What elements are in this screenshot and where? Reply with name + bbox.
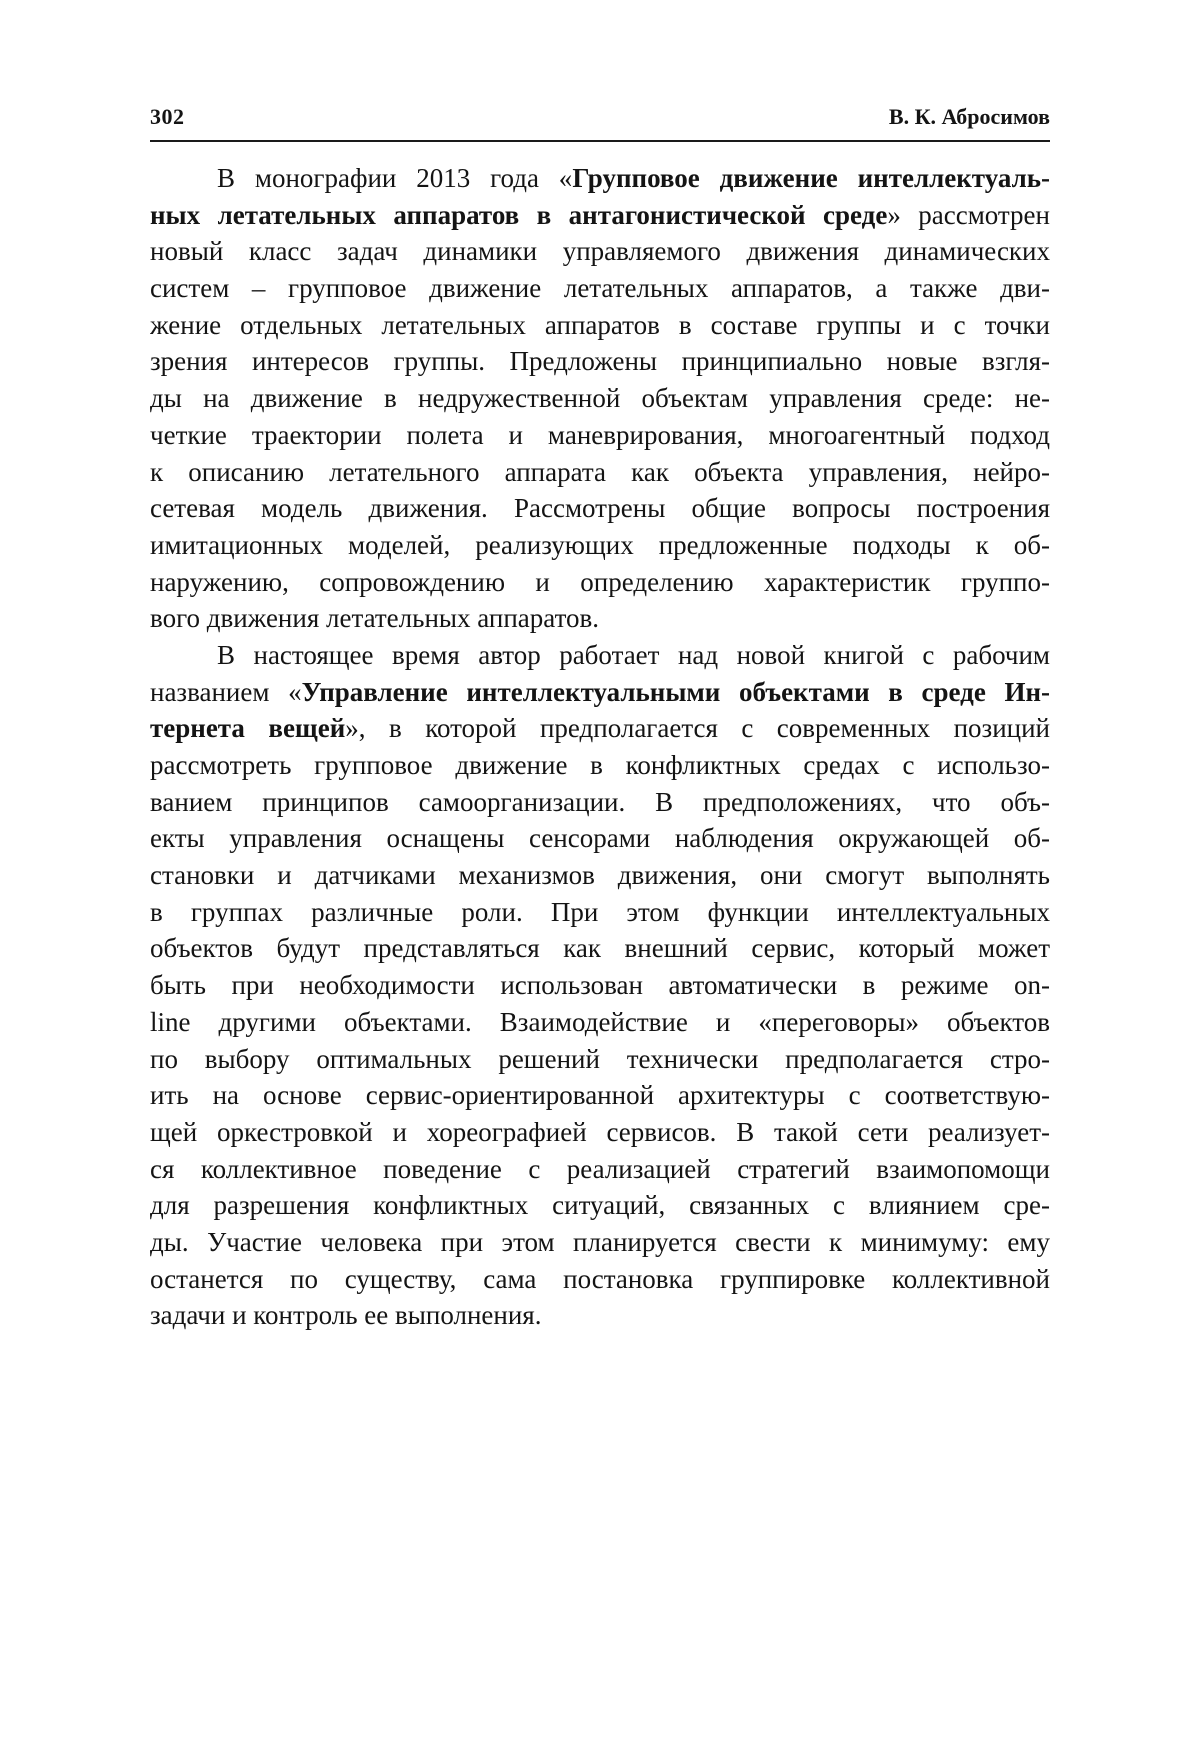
text-line <box>150 1151 1050 1188</box>
text-line <box>150 527 1050 564</box>
text-line <box>150 1004 1050 1041</box>
text-line <box>150 1187 1050 1224</box>
text-run: ить на основе сервис-ориентированной архитектуры с соответствую- <box>150 1080 1050 1111</box>
text-line <box>150 490 1050 527</box>
text-line <box>150 1297 1050 1334</box>
text-line <box>150 1114 1050 1151</box>
text-line <box>150 894 1050 931</box>
text-line <box>150 1077 1050 1114</box>
text-run: В настоящее время автор работает над новой книгой с рабочим <box>217 639 1050 670</box>
text-run: названием « <box>150 676 302 707</box>
text-run: новый класс задач динамики управляемого движения динамических <box>150 236 1050 267</box>
text-run: имитационных моделей, реализующих предложенные подходы к об- <box>150 529 1050 560</box>
text-run: екты управления оснащены сенсорами наблюдения окружающей об- <box>150 823 1050 854</box>
text-line <box>150 1041 1050 1078</box>
text-line <box>150 600 1050 637</box>
text-run: для разрешения конфликтных ситуаций, связанных с влиянием сре- <box>150 1190 1050 1221</box>
text-line <box>150 674 1050 711</box>
text-line <box>150 1261 1050 1298</box>
body-text <box>150 160 1050 1334</box>
text-line <box>150 417 1050 454</box>
text-line <box>150 710 1050 747</box>
text-run: ванием принципов самоорганизации. В предположениях, что объ- <box>150 786 1050 817</box>
text-line <box>150 967 1050 1004</box>
text-run: », в которой предполагается с современных позиций <box>345 713 1050 744</box>
bold-title-text: Управление интеллектуальными объектами в среде Ин- <box>301 676 1050 707</box>
text-run: останется по существу, сама постановка группировке коллективной <box>150 1263 1050 1294</box>
text-run: line другими объектами. Взаимодействие и «переговоры» объектов <box>150 1006 1050 1037</box>
text-run: четкие траектории полета и маневрирования, многоагентный подход <box>150 419 1050 450</box>
text-run: вого движения летательных аппаратов. <box>150 603 600 634</box>
text-run: щей оркестровкой и хореографией сервисов. В такой сети реализует- <box>150 1116 1050 1147</box>
text-line <box>150 454 1050 491</box>
running-header <box>150 100 1050 142</box>
text-run: по выбору оптимальных решений технически предполагается стро- <box>150 1043 1050 1074</box>
text-line <box>150 233 1050 270</box>
text-line <box>150 637 1050 674</box>
text-line <box>150 857 1050 894</box>
bold-title-text: Групповое движение интеллектуаль- <box>572 163 1050 193</box>
text-run: » рассмотрен <box>887 199 1050 230</box>
text-line <box>150 564 1050 601</box>
text-line <box>150 197 1050 234</box>
text-run: ся коллективное поведение с реализацией стратегий взаимопомощи <box>150 1153 1050 1184</box>
text-run: систем – групповое движение летательных аппаратов, а также дви- <box>150 273 1050 304</box>
text-line <box>150 820 1050 857</box>
text-run: зрения интересов группы. Предложены принципиально новые взгля- <box>150 346 1050 377</box>
text-line <box>150 270 1050 307</box>
text-line <box>150 380 1050 417</box>
paragraph <box>150 637 1050 1334</box>
text-run: ды на движение в недружественной объектам управления среде: не- <box>150 383 1050 414</box>
text-run: жение отдельных летательных аппаратов в составе группы и с точки <box>150 309 1050 340</box>
text-line <box>150 160 1050 197</box>
text-run: ды. Участие человека при этом планируется свести к минимуму: ему <box>150 1226 1050 1257</box>
text-run: объектов будут представляться как внешний сервис, который может <box>150 933 1050 964</box>
text-line <box>150 1224 1050 1261</box>
text-run: задачи и контроль ее выполнения. <box>150 1300 542 1331</box>
running-header-author: В. К. Абросимов <box>888 104 1050 129</box>
paragraph <box>150 160 1050 637</box>
bold-title-text: ных летательных аппаратов в антагонистической среде <box>150 199 888 230</box>
text-run: сетевая модель движения. Рассмотрены общие вопросы построения <box>150 493 1050 524</box>
text-run: быть при необходимости использован автоматически в режиме on- <box>150 970 1050 1001</box>
text-run: В монографии 2013 года « <box>217 163 573 193</box>
text-run: к описанию летательного аппарата как объекта управления, нейро- <box>150 456 1050 487</box>
page-number: 302 <box>150 104 185 129</box>
text-run: рассмотреть групповое движение в конфликтных средах с использо- <box>150 750 1050 780</box>
text-run: в группах различные роли. При этом функции интеллектуальных <box>150 896 1050 927</box>
text-run: становки и датчиками механизмов движения, они смогут выполнять <box>150 860 1050 891</box>
text-line <box>150 307 1050 344</box>
text-line <box>150 784 1050 821</box>
bold-title-text: тернета вещей <box>150 713 346 744</box>
text-line <box>150 343 1050 380</box>
text-run: наружению, сопровождению и определению характеристик группо- <box>150 566 1050 597</box>
text-line <box>150 930 1050 967</box>
text-line <box>150 747 1050 784</box>
